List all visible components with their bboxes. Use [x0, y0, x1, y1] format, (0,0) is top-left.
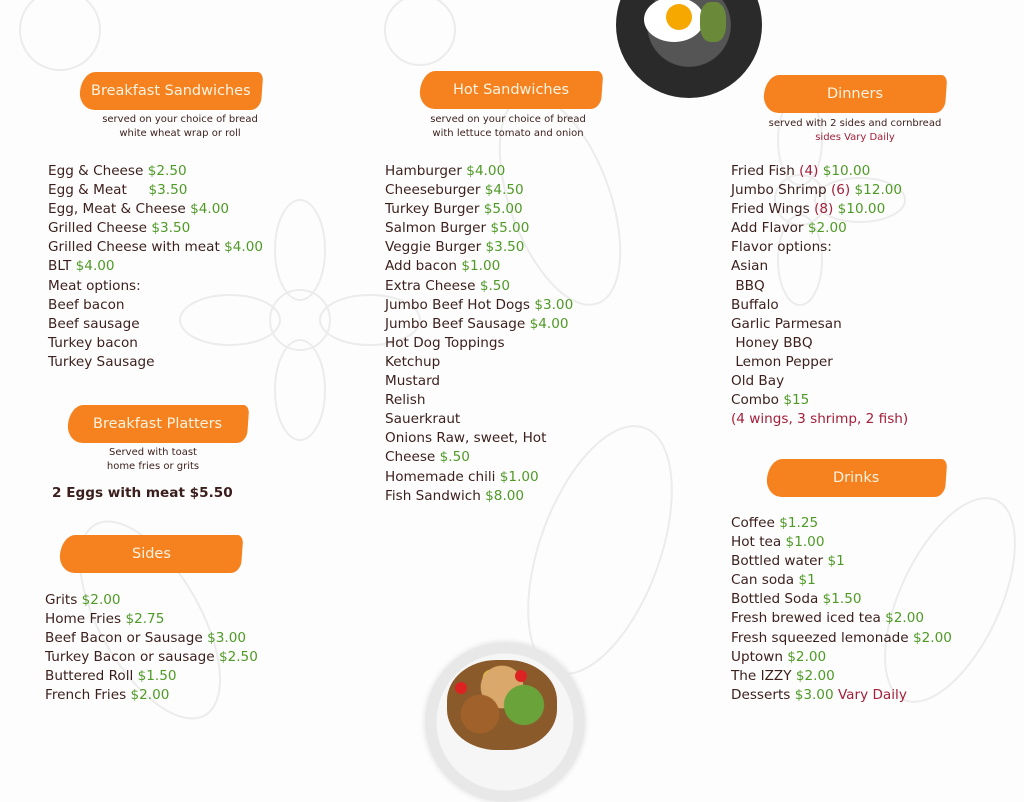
item-name: Flavor options:: [731, 239, 832, 256]
item-price: $1.00: [785, 534, 825, 551]
item-name: Jumbo Beef Hot Dogs: [385, 296, 535, 313]
item-name: Honey BBQ: [731, 334, 813, 351]
item-price: $4.00: [529, 315, 569, 332]
item-name: Asian: [731, 258, 769, 275]
item-name: Grilled Cheese: [48, 220, 152, 237]
section-title: Breakfast Sandwiches: [91, 83, 251, 99]
menu-item: [731, 372, 908, 391]
item-note: Vary Daily: [837, 686, 907, 703]
menu-item: [48, 353, 263, 372]
item-name: BBQ: [731, 277, 765, 294]
menu-item: [731, 648, 952, 667]
menu-item: [385, 391, 573, 410]
item-name: Fresh brewed iced tea: [731, 610, 886, 627]
menu-item: [48, 200, 263, 219]
item-name: Turkey Burger: [385, 201, 484, 218]
item-price: $2.50: [218, 649, 258, 666]
subtitle-line: Served with toast: [109, 447, 197, 458]
section-banner-breakfast-sandwiches: [79, 72, 264, 110]
menu-list-sides: [45, 591, 258, 706]
item-price: $4.00: [466, 163, 506, 179]
section-banner-sides: [59, 535, 244, 573]
item-price: $2.00: [787, 648, 827, 665]
menu-item: [45, 629, 258, 648]
menu-list-breakfast-sandwiches: [48, 162, 263, 372]
item-price: $2.00: [912, 629, 952, 646]
item-name: Turkey Sausage: [48, 353, 155, 370]
menu-item: [731, 686, 952, 705]
item-price: $3.00: [207, 630, 246, 647]
menu-item: [731, 334, 908, 353]
item-price: $10.00: [822, 163, 871, 179]
item-name: Egg, Meat & Cheese: [48, 201, 191, 218]
menu-item: [48, 257, 263, 276]
menu-item: [48, 334, 263, 353]
menu-item: [731, 353, 908, 372]
item-price: $.50: [479, 277, 511, 294]
menu-item: [385, 181, 573, 200]
item-name: Old Bay: [731, 373, 785, 390]
item-price: $2.00: [885, 610, 925, 627]
item-note: (4 wings, 3 shrimp, 2 fish): [731, 411, 909, 428]
menu-item: [48, 238, 263, 257]
menu-item: [731, 410, 908, 429]
menu-item: [731, 238, 908, 257]
item-price: $4.00: [75, 258, 115, 275]
item-name: Hamburger: [385, 163, 467, 179]
item-name: Fried Fish: [731, 163, 800, 179]
menu-list-dinners: [731, 162, 908, 429]
subtitle-line: served with 2 sides and cornbread: [768, 118, 942, 129]
menu-item: [731, 162, 908, 181]
menu-item: [52, 484, 233, 503]
menu-item: [385, 468, 573, 487]
item-name: Garlic Parmesan: [731, 315, 842, 332]
menu-item: [385, 162, 573, 181]
subtitle-line: served on your choice of bread: [102, 114, 258, 125]
menu-item: [385, 296, 573, 315]
item-price: $2.00: [81, 592, 121, 608]
menu-list-breakfast-platters: [52, 484, 233, 503]
item-name: Extra Cheese: [385, 277, 480, 294]
section-banner-breakfast-platters: [67, 405, 250, 443]
item-price: $12.00: [854, 182, 903, 199]
menu-item: [48, 181, 263, 200]
menu-item: [385, 200, 573, 219]
item-price: $1: [827, 553, 845, 570]
item-name: Uptown: [731, 648, 788, 665]
item-name: Grilled Cheese with meat: [48, 239, 225, 256]
item-name: Cheese: [385, 449, 440, 466]
item-name: Buttered Roll: [45, 668, 138, 685]
food-plate-image-bottom: [425, 642, 585, 802]
menu-item: [731, 590, 952, 609]
section-subtitle: [58, 446, 248, 473]
item-name: Beef sausage: [48, 315, 140, 332]
menu-item: [731, 257, 908, 276]
item-name: Turkey Bacon or sausage: [45, 649, 219, 666]
section-title: Breakfast Platters: [93, 416, 223, 432]
menu-item: [731, 200, 908, 219]
menu-item: [731, 571, 952, 590]
item-name: Egg & Meat: [48, 182, 149, 199]
item-price: $4.00: [190, 201, 230, 218]
section-subtitle: [745, 117, 965, 144]
item-note: (6): [830, 182, 855, 199]
item-price: $2.00: [130, 687, 170, 704]
item-name: Relish: [385, 392, 426, 409]
item-name: 2 Eggs with meat $5.50: [52, 485, 233, 501]
menu-item: [385, 448, 573, 467]
item-name: Bottled water: [731, 553, 828, 570]
item-price: $3.50: [148, 182, 188, 199]
section-banner-dinners: [763, 75, 948, 113]
egg-yolk: [666, 4, 692, 30]
item-name: Add bacon: [385, 258, 462, 275]
subtitle-line: with lettuce tomato and onion: [432, 127, 584, 139]
subtitle-line-note: sides Vary Daily: [815, 131, 895, 143]
subtitle-line: white wheat wrap or roll: [119, 127, 241, 139]
item-name: Fried Wings: [731, 201, 815, 218]
item-name: The IZZY: [731, 667, 796, 684]
item-note: (4): [799, 163, 823, 179]
menu-item: [731, 609, 952, 628]
item-price: $.50: [439, 449, 470, 466]
menu-item: [48, 296, 263, 315]
menu-item: [731, 181, 908, 200]
item-price: $2.50: [147, 163, 187, 179]
item-name: BLT: [48, 258, 76, 275]
item-name: Combo: [731, 392, 784, 409]
item-price: $3.00: [794, 686, 838, 703]
item-name: Lemon Pepper: [731, 353, 833, 370]
section-title: Drinks: [833, 470, 880, 486]
menu-item: [385, 334, 573, 353]
menu-item: [385, 372, 573, 391]
item-name: Salmon Burger: [385, 220, 491, 237]
menu-item: [45, 686, 258, 705]
section-title: Dinners: [826, 86, 883, 102]
menu-item: [45, 610, 258, 629]
menu-item: [385, 219, 573, 238]
item-price: $3.50: [485, 239, 525, 256]
item-name: Coffee: [731, 515, 780, 531]
item-name: Turkey bacon: [48, 334, 138, 351]
item-name: Can soda: [731, 572, 799, 589]
item-name: Hot Dog Toppings: [385, 334, 505, 351]
item-price: $5.00: [483, 201, 523, 218]
item-note: (8): [814, 201, 838, 218]
item-name: Add Flavor: [731, 220, 808, 237]
greens-garnish: [700, 2, 726, 42]
item-name: Bottled Soda: [731, 591, 823, 608]
item-name: Ketchup: [385, 353, 441, 370]
item-price: $1.50: [137, 668, 177, 685]
item-price: $2.00: [795, 667, 835, 684]
menu-item: [731, 315, 908, 334]
menu-item: [385, 277, 573, 296]
menu-item: [48, 315, 263, 334]
item-name: Cheeseburger: [385, 182, 485, 199]
item-price: $2.75: [125, 611, 165, 628]
menu-item: [48, 162, 263, 181]
item-price: $4.50: [484, 182, 524, 199]
item-price: $5.00: [490, 220, 530, 237]
section-banner-drinks: [766, 459, 948, 497]
item-name: Sauerkraut: [385, 411, 461, 428]
section-subtitle: [70, 113, 290, 140]
item-name: Egg & Cheese: [48, 163, 148, 179]
menu-item: [48, 277, 263, 296]
item-price: $4.00: [224, 239, 264, 256]
item-name: Veggie Burger: [385, 239, 486, 256]
salad-image: [447, 660, 557, 750]
item-name: Buffalo: [731, 296, 779, 313]
menu-item: [731, 533, 952, 552]
item-price: $3.00: [534, 296, 574, 313]
subtitle-line: served on your choice of bread: [430, 114, 586, 125]
menu-item: [385, 315, 573, 334]
item-price: $15: [783, 392, 810, 409]
item-price: $1.00: [499, 468, 539, 485]
subtitle-line: home fries or grits: [106, 460, 200, 472]
item-price: $1: [798, 572, 816, 589]
item-price: $2.00: [807, 220, 847, 237]
menu-item: [731, 219, 908, 238]
section-title: Hot Sandwiches: [452, 82, 570, 98]
menu-item: [731, 296, 908, 315]
menu-list-hot-sandwiches: [385, 162, 573, 506]
item-price: $10.00: [837, 201, 886, 218]
item-price: $1.50: [822, 591, 862, 608]
item-price: $8.00: [485, 487, 525, 504]
item-name: Desserts: [731, 686, 795, 703]
section-title: Sides: [131, 546, 171, 562]
item-name: French Fries: [45, 687, 131, 704]
item-name: Meat options:: [48, 277, 141, 294]
item-name: Fresh squeezed lemonade: [731, 629, 913, 646]
menu-item: [385, 257, 573, 276]
item-name: Grits: [45, 592, 82, 608]
menu-item: [731, 277, 908, 296]
item-name: Onions Raw, sweet, Hot: [385, 430, 547, 447]
item-price: $1.25: [779, 515, 819, 531]
item-name: Beef bacon: [48, 296, 125, 313]
item-name: Jumbo Shrimp: [731, 182, 831, 199]
item-price: $3.50: [151, 220, 191, 237]
menu-item: [731, 391, 908, 410]
menu-item: [385, 353, 573, 372]
menu-item: [731, 514, 952, 533]
menu-item: [48, 219, 263, 238]
menu-item: [731, 552, 952, 571]
menu-item: [45, 591, 258, 610]
item-name: Home Fries: [45, 611, 126, 628]
section-banner-hot-sandwiches: [419, 71, 604, 109]
menu-item: [385, 487, 573, 506]
food-plate-image-top: [616, 0, 762, 98]
item-name: Homemade chili: [385, 468, 500, 485]
menu-item: [385, 429, 573, 448]
menu-item: [45, 648, 258, 667]
item-name: Fish Sandwich: [385, 487, 486, 504]
item-name: Mustard: [385, 373, 441, 390]
menu-item: [385, 238, 573, 257]
menu-item: [385, 410, 573, 429]
item-name: Beef Bacon or Sausage: [45, 630, 208, 647]
menu-item: [731, 629, 952, 648]
menu-item: [731, 667, 952, 686]
menu-list-drinks: [731, 514, 952, 705]
item-name: Jumbo Beef Sausage: [385, 315, 530, 332]
item-name: Hot tea: [731, 534, 786, 551]
menu-item: [45, 667, 258, 686]
item-price: $1.00: [461, 258, 501, 275]
section-subtitle: [398, 113, 618, 140]
